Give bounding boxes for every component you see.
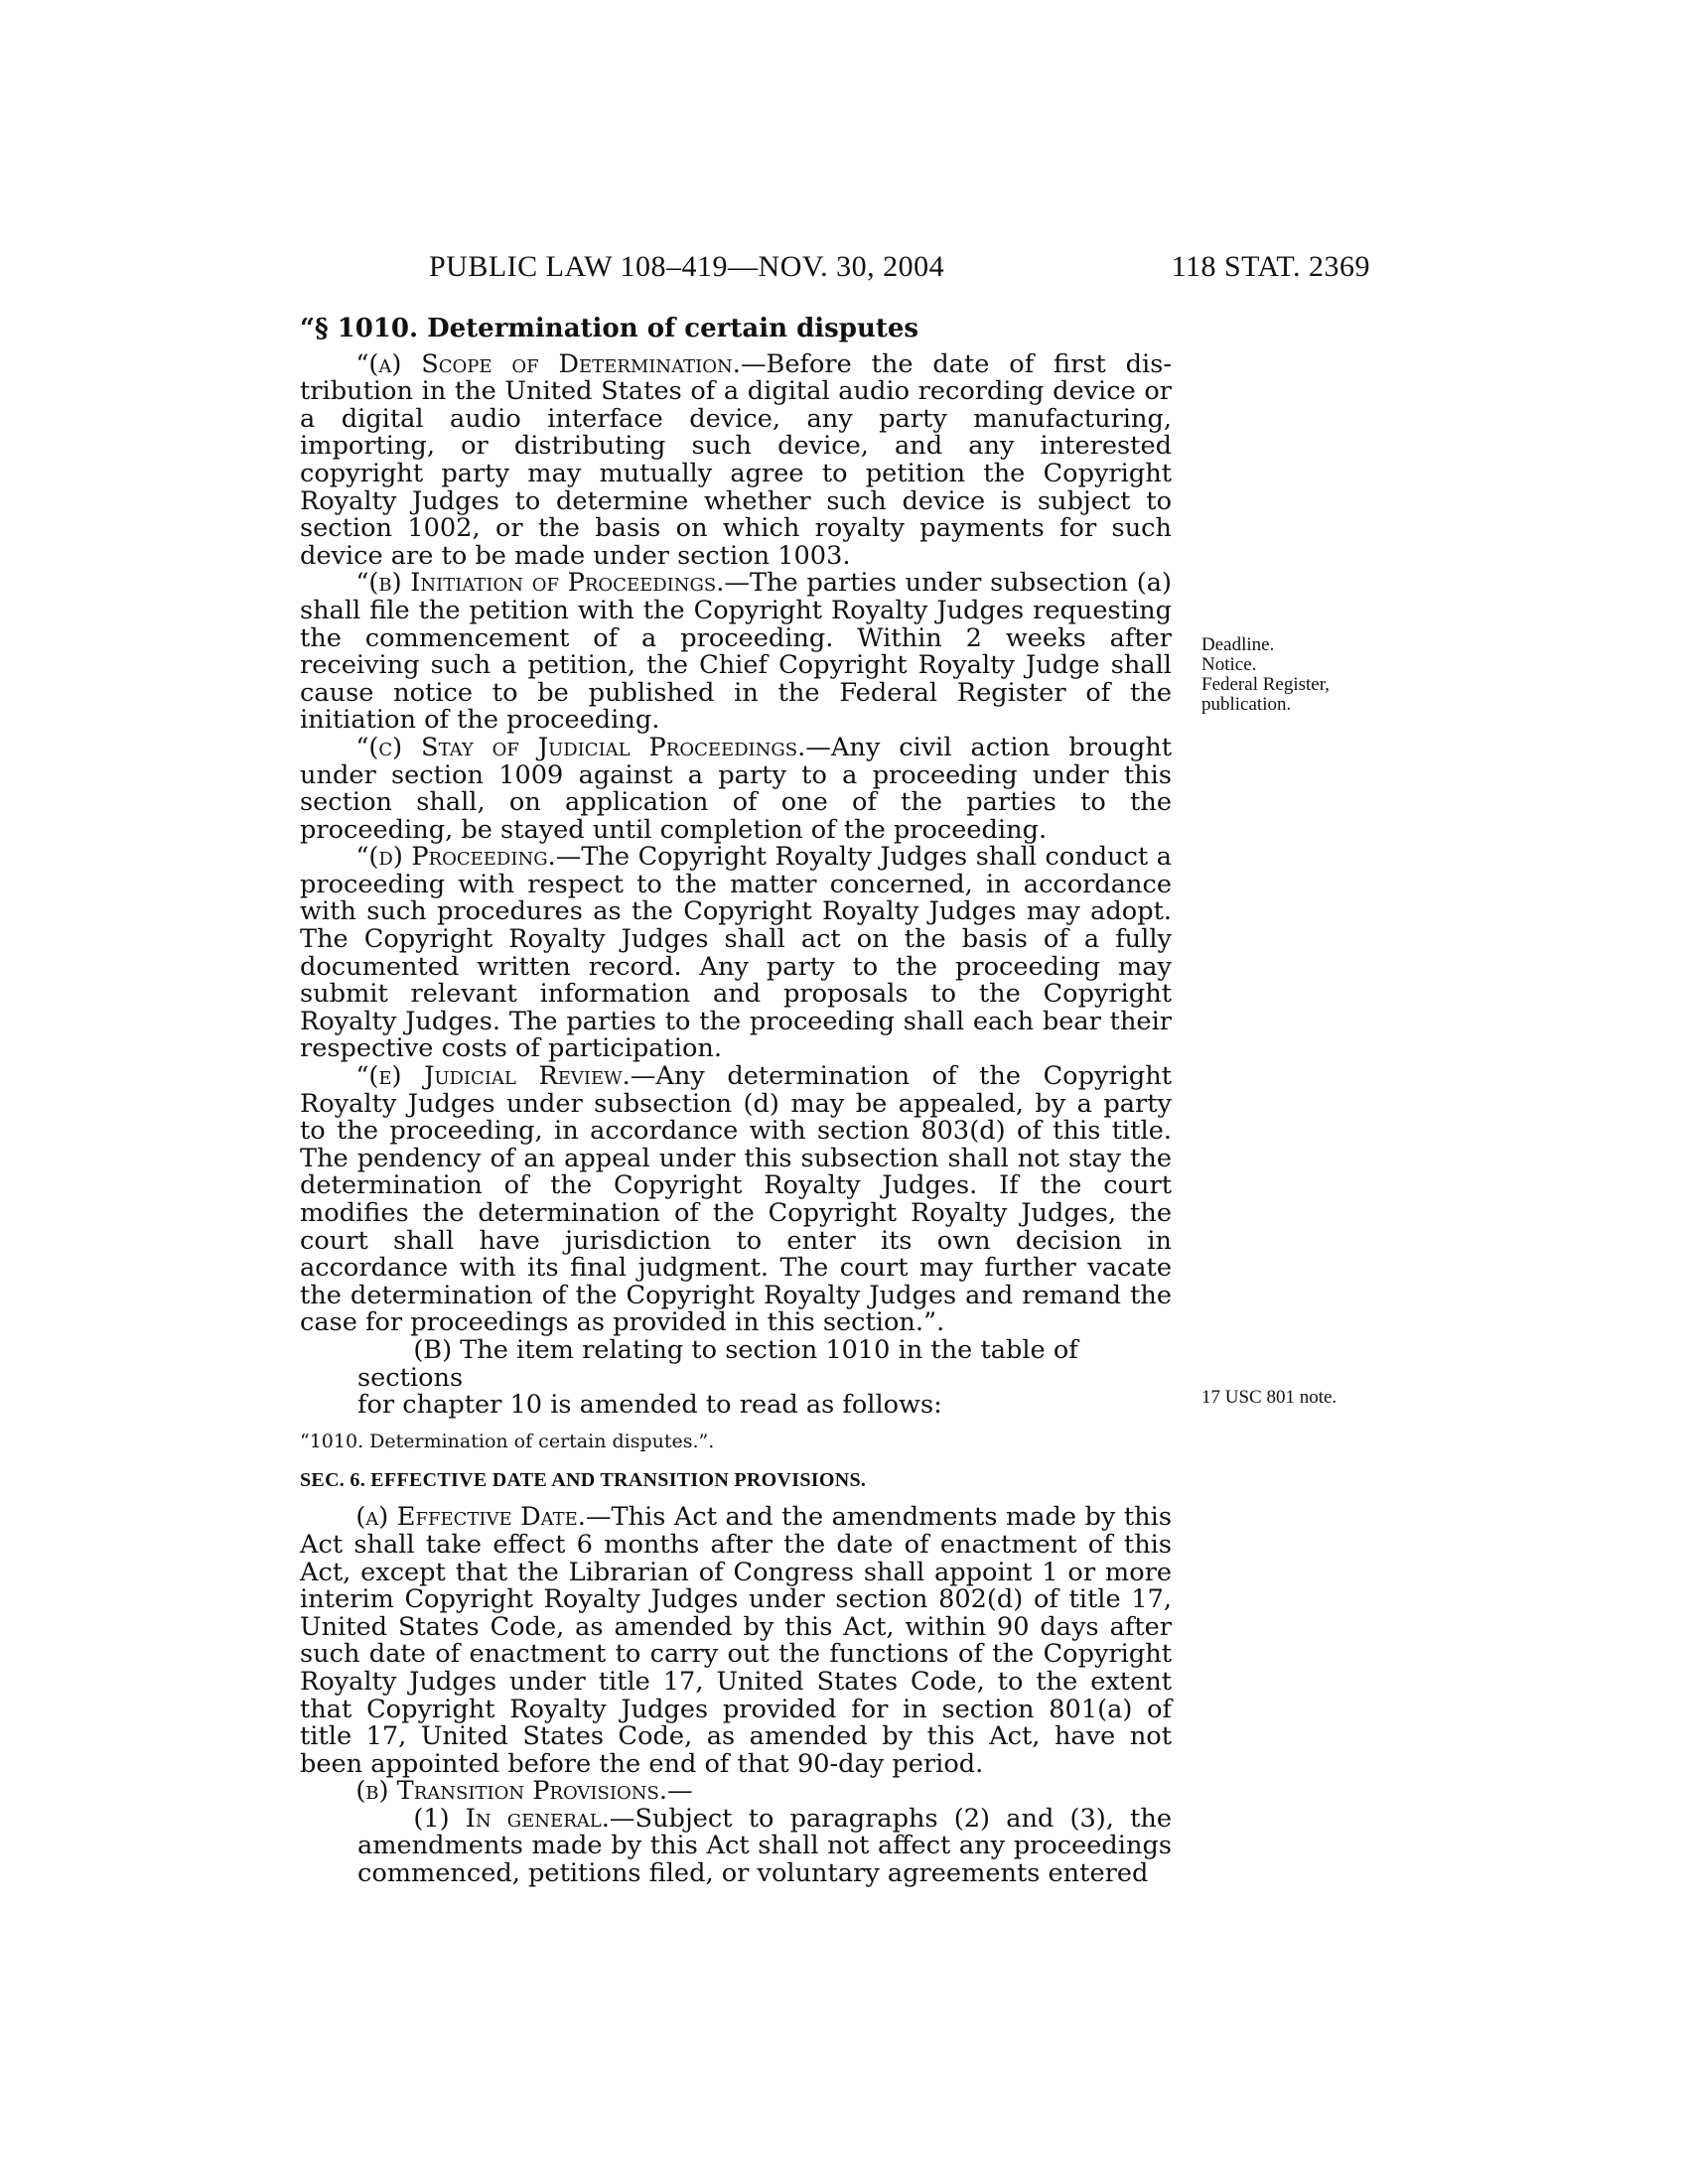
subsection-e-heading: “(e) Judicial Review. bbox=[355, 1061, 631, 1092]
subsection-e bbox=[300, 1063, 1172, 1337]
sec-6-paragraph-1 bbox=[357, 1803, 1173, 1889]
subsection-a bbox=[300, 348, 1172, 571]
subsection-b bbox=[300, 570, 1172, 735]
item-b-line-2: for chapter 10 is amended to read as follows: bbox=[357, 1390, 942, 1421]
subsection-e-text: —Any determination of the Copyright Royalty Judges under subsection (d) may be appealed, by a party to the proceeding, in accordance with section 803(d) of this title. The pendency of an appeal under this subsection shall not stay the determination of the Copyright Royalty Judges. If the court modifies the determination of the Copyright Royalty Judges, the court shall have jurisdiction to enter its own decision in accordance with its final judgment. The court may further vacate the determination of the Copyright Royalty Judges and remand the case for proceedings as provided in this section.”. bbox=[300, 1061, 1172, 1338]
subsection-b-text: —The parties under subsection (a) shall file the petition with the Copyright Royalty Judges requesting the commencement of a proceeding. Within 2 weeks after receiving such a petition, the Chief Copyright Royalty Judge shall cause notice to be published in the Federal Register of the initiation of the proceeding. bbox=[300, 568, 1172, 736]
sec-6-b1-heading: (1) In general. bbox=[413, 1803, 610, 1834]
sec-6-heading: SEC. 6. EFFECTIVE DATE AND TRANSITION PROVISIONS. bbox=[300, 1468, 867, 1491]
public-law-citation: PUBLIC LAW 108–419—NOV. 30, 2004 bbox=[429, 250, 945, 283]
sec-6-b-heading: (b) Transition Provisions. bbox=[355, 1776, 667, 1807]
margin-note-usc: 17 USC 801 note. bbox=[1201, 1387, 1337, 1408]
margin-note-federal-register: Federal Register, publication. bbox=[1201, 674, 1331, 715]
margin-note-deadline: Deadline. bbox=[1201, 634, 1275, 655]
sec-6-b-text: — bbox=[666, 1776, 693, 1807]
sec-6-subsection-a bbox=[300, 1504, 1172, 1778]
table-of-sections-entry: “1010. Determination of certain disputes.”. bbox=[300, 1430, 715, 1452]
subsection-c bbox=[300, 732, 1172, 845]
page-header bbox=[300, 250, 1370, 290]
subsection-c-text: —Any civil action brought under section 1009 against a party to a proceeding under this section shall, on application of one of the parties to the proceeding, be stayed until completion of the proceeding. bbox=[300, 732, 1172, 845]
subsection-c-heading: “(c) Stay of Judicial Proceedings. bbox=[355, 732, 806, 762]
subsection-d bbox=[300, 844, 1172, 1063]
margin-note-notice: Notice. bbox=[1201, 654, 1257, 675]
margin-notes bbox=[1201, 635, 1380, 715]
subsection-a-text: —Before the date of first distribution in the United States of a digital audio recording device or a digital audio interface device, any party manufacturing, importing, or distributing such device, and any interested copyright party may mutually agree to petition the Copyright Royalty Judges to determine whether such device is subject to section 1002, or the basis on which royalty payments for such device are to be made under section 1003. bbox=[300, 348, 1172, 571]
section-1010-heading: “§ 1010. Determination of certain disputes bbox=[300, 314, 919, 343]
subsection-d-text: —The Copyright Royalty Judges shall conduct a proceeding with respect to the matter concerned, in accordance with such procedures as the Copyright Royalty Judges may adopt. The Copyright Royalty Judges shall act on the basis of a fully documented written record. Any party to the proceeding may submit relevant information and proposals to the Copyright Royalty Judges. The parties to the proceeding shall each bear their respective costs of participation. bbox=[300, 842, 1172, 1064]
subsection-b-heading: “(b) Initiation of Proceedings. bbox=[355, 568, 725, 599]
statute-page-number: 118 STAT. 2369 bbox=[1171, 250, 1370, 283]
sec-6-a-heading: (a) Effective Date. bbox=[355, 1502, 586, 1533]
subsection-d-heading: “(d) Proceeding. bbox=[355, 842, 556, 873]
sec-6-b1-text: —Subject to paragraphs (2) and (3), the amendments made by this Act shall not affect any proceedings commenced, petitions filed, or voluntary agreements entered bbox=[357, 1803, 1173, 1889]
subsection-a-heading: “(a) Scope of Determination. bbox=[355, 348, 741, 379]
sec-6-subsection-b bbox=[300, 1778, 1172, 1806]
document-body bbox=[300, 316, 1172, 1888]
item-b-line-1: (B) The item relating to section 1010 in the table of sections bbox=[357, 1334, 1078, 1393]
sec-6-a-text: —This Act and the amendments made by this Act shall take effect 6 months after the date of enactment of this Act, except that the Librarian of Congress shall appoint 1 or more interim Copyright Royalty Judges under section 802(d) of title 17, United States Code, as amended by this Act, within 90 days after such date of enactment to carry out the functions of the Copyright Royalty Judges under title 17, United States Code, to the extent that Copyright Royalty Judges provided for in section 801(a) of title 17, United States Code, as amended by this Act, have not been appointed before the end of that 90-day period. bbox=[300, 1502, 1172, 1779]
